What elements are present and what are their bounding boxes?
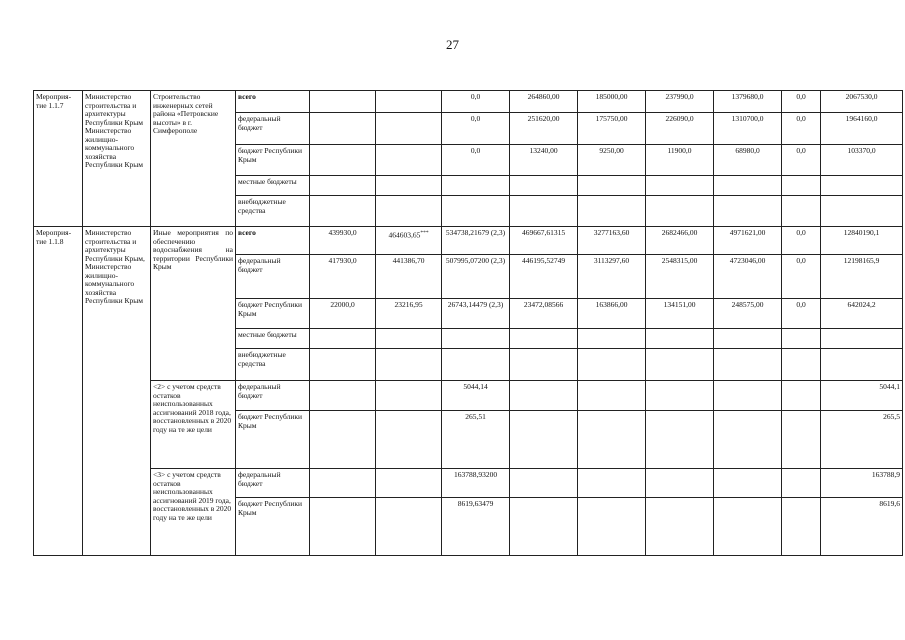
value-cell: 23472,08566 — [510, 299, 578, 329]
value-cell — [782, 498, 821, 556]
source-cell: внебюджетные средства — [236, 196, 310, 227]
value-cell — [714, 469, 782, 498]
value-cell: 642024,2 — [821, 299, 903, 329]
value-cell: 0,0 — [782, 227, 821, 255]
measure-description: Иные мероприятия по обеспечению водоснабжения на территории Республики Крым — [151, 227, 236, 381]
value-cell — [510, 498, 578, 556]
value-cell: 534738,21679 (2,3) — [442, 227, 510, 255]
value-cell: 226090,0 — [646, 113, 714, 145]
source-cell: всего — [236, 227, 310, 255]
source-cell: бюджет Республики Крым — [236, 411, 310, 469]
value-cell — [310, 329, 376, 349]
value-cell: 3277163,60 — [578, 227, 646, 255]
value-cell — [310, 349, 376, 381]
source-cell: внебюджетные средства — [236, 349, 310, 381]
source-cell: федеральный бюджет — [236, 113, 310, 145]
value-cell: 1310700,0 — [714, 113, 782, 145]
value-cell — [510, 329, 578, 349]
value-cell: 8619,6 — [821, 498, 903, 556]
value-cell — [646, 349, 714, 381]
value-cell — [714, 329, 782, 349]
value-cell — [578, 176, 646, 196]
value-cell — [310, 196, 376, 227]
value-cell: 26743,14479 (2,3) — [442, 299, 510, 329]
value-cell — [442, 329, 510, 349]
value-cell: 9250,00 — [578, 145, 646, 176]
value-cell: 4723046,00 — [714, 255, 782, 299]
value-cell: 248575,00 — [714, 299, 782, 329]
value-cell — [782, 176, 821, 196]
footnote-mark: *** — [420, 230, 429, 236]
value-cell: 2067530,0 — [821, 91, 903, 113]
value-cell: 1964160,0 — [821, 113, 903, 145]
value-cell — [376, 196, 442, 227]
value-cell — [714, 498, 782, 556]
value-cell — [442, 349, 510, 381]
value-cell — [646, 196, 714, 227]
value-cell — [782, 469, 821, 498]
value-cell — [714, 349, 782, 381]
value-cell: 163788,9 — [821, 469, 903, 498]
value-cell — [510, 469, 578, 498]
page-number: 27 — [446, 37, 459, 52]
value-cell: 134151,00 — [646, 299, 714, 329]
value-cell — [510, 381, 578, 411]
source-cell: местные бюджеты — [236, 329, 310, 349]
value-cell — [646, 176, 714, 196]
note-cell: <2> с учетом средств остатков неиспользованных ассигнований 2018 года, восстановленных в 2020 году на те же цели — [151, 381, 236, 469]
value-cell — [714, 411, 782, 469]
value-cell: 12198165,9 — [821, 255, 903, 299]
value-cell: 2682466,00 — [646, 227, 714, 255]
source-cell: бюджет Республики Крым — [236, 498, 310, 556]
value-cell: 5044,1 — [821, 381, 903, 411]
source-cell: всего — [236, 91, 310, 113]
value-cell — [442, 196, 510, 227]
value-cell: 0,0 — [442, 113, 510, 145]
value-cell: 163866,00 — [578, 299, 646, 329]
source-cell: бюджет Республики Крым — [236, 145, 310, 176]
value-cell — [376, 227, 442, 255]
value-cell: 507995,07200 (2,3) — [442, 255, 510, 299]
value-cell — [714, 176, 782, 196]
source-cell: местные бюджеты — [236, 176, 310, 196]
value-cell — [376, 349, 442, 381]
value-cell: 12840190,1 — [821, 227, 903, 255]
value-cell: 251620,00 — [510, 113, 578, 145]
note-cell: <3> с учетом средств остатков неиспользованных ассигнований 2019 года, восстановленных в 2020 году на те же цели — [151, 469, 236, 556]
measure-label: Мероприя-тие 1.1.7 — [34, 91, 83, 227]
value-cell — [376, 498, 442, 556]
value-cell — [376, 329, 442, 349]
value-cell — [782, 349, 821, 381]
value-cell — [782, 381, 821, 411]
measure-label: Мероприя-тие 1.1.8 — [34, 227, 83, 556]
value-cell: 103370,0 — [821, 145, 903, 176]
value-cell — [578, 469, 646, 498]
table-row — [34, 227, 903, 255]
value-cell — [821, 196, 903, 227]
value-cell: 446195,52749 — [510, 255, 578, 299]
value-cell — [714, 196, 782, 227]
executor-cell: Министерство строительства и архитектуры Республики Крым, Министерство жилищно-коммунального хозяйства Республики Крым — [83, 227, 151, 556]
value-cell — [821, 176, 903, 196]
source-cell: бюджет Республики Крым — [236, 299, 310, 329]
value-cell: 441386,70 — [376, 255, 442, 299]
value-cell — [376, 469, 442, 498]
value-cell: 469667,61315 — [510, 227, 578, 255]
value-cell: 0,0 — [782, 91, 821, 113]
value-cell: 0,0 — [782, 299, 821, 329]
value-cell: 0,0 — [782, 113, 821, 145]
value-cell — [646, 411, 714, 469]
table-row — [34, 381, 903, 411]
value-cell — [646, 381, 714, 411]
value-cell: 265,51 — [442, 411, 510, 469]
value-cell — [310, 381, 376, 411]
value-cell: 0,0 — [782, 255, 821, 299]
value-cell: 237990,0 — [646, 91, 714, 113]
value-cell — [376, 411, 442, 469]
executor-cell: Министерство строительства и архитектуры Республики Крым Министерство жилищно-коммунального хозяйства Республики Крым — [83, 91, 151, 227]
value-cell: 5044,14 — [442, 381, 510, 411]
value-cell: 4971621,00 — [714, 227, 782, 255]
value-cell — [782, 329, 821, 349]
value-cell: 417930,0 — [310, 255, 376, 299]
value-cell — [376, 113, 442, 145]
value-cell — [310, 498, 376, 556]
value-cell — [310, 469, 376, 498]
value-cell — [821, 349, 903, 381]
value-cell: 1379680,0 — [714, 91, 782, 113]
value-cell: 11900,0 — [646, 145, 714, 176]
value-cell: 264860,00 — [510, 91, 578, 113]
value-cell — [821, 329, 903, 349]
value-cell: 439930,0 — [310, 227, 376, 255]
value-cell — [510, 176, 578, 196]
value-cell — [578, 196, 646, 227]
value-text: 464603,65 — [388, 230, 421, 240]
source-cell: федеральный бюджет — [236, 469, 310, 498]
measure-description: Строительство инженерных сетей района «Петровские высоты» в г. Симферополе — [151, 91, 236, 227]
value-cell — [376, 176, 442, 196]
value-cell: 13240,00 — [510, 145, 578, 176]
value-cell: 0,0 — [782, 145, 821, 176]
value-cell — [510, 349, 578, 381]
value-cell — [578, 381, 646, 411]
value-cell — [646, 498, 714, 556]
value-cell: 265,5 — [821, 411, 903, 469]
value-cell — [510, 196, 578, 227]
value-cell — [714, 381, 782, 411]
value-cell — [646, 469, 714, 498]
value-cell: 3113297,60 — [578, 255, 646, 299]
value-cell — [376, 145, 442, 176]
budget-table — [33, 90, 903, 556]
value-cell — [782, 196, 821, 227]
value-cell — [578, 498, 646, 556]
value-cell: 0,0 — [442, 91, 510, 113]
value-cell: 8619,63479 — [442, 498, 510, 556]
value-cell — [310, 145, 376, 176]
value-cell: 68980,0 — [714, 145, 782, 176]
value-cell: 0,0 — [442, 145, 510, 176]
value-cell: 23216,95 — [376, 299, 442, 329]
value-cell — [376, 91, 442, 113]
value-cell — [578, 411, 646, 469]
value-cell — [310, 113, 376, 145]
value-cell — [376, 381, 442, 411]
value-cell — [510, 411, 578, 469]
value-cell: 175750,00 — [578, 113, 646, 145]
value-cell: 185000,00 — [578, 91, 646, 113]
budget-table-body — [34, 91, 903, 556]
value-cell: 163788,93200 — [442, 469, 510, 498]
value-cell — [578, 329, 646, 349]
value-cell — [310, 91, 376, 113]
value-cell — [646, 329, 714, 349]
value-cell: 22000,0 — [310, 299, 376, 329]
value-cell — [310, 411, 376, 469]
table-row — [34, 91, 903, 113]
value-cell — [442, 176, 510, 196]
source-cell: федеральный бюджет — [236, 255, 310, 299]
value-cell — [578, 349, 646, 381]
source-cell: федеральный бюджет — [236, 381, 310, 411]
table-row — [34, 469, 903, 498]
value-cell — [782, 411, 821, 469]
value-cell — [310, 176, 376, 196]
value-cell: 2548315,00 — [646, 255, 714, 299]
